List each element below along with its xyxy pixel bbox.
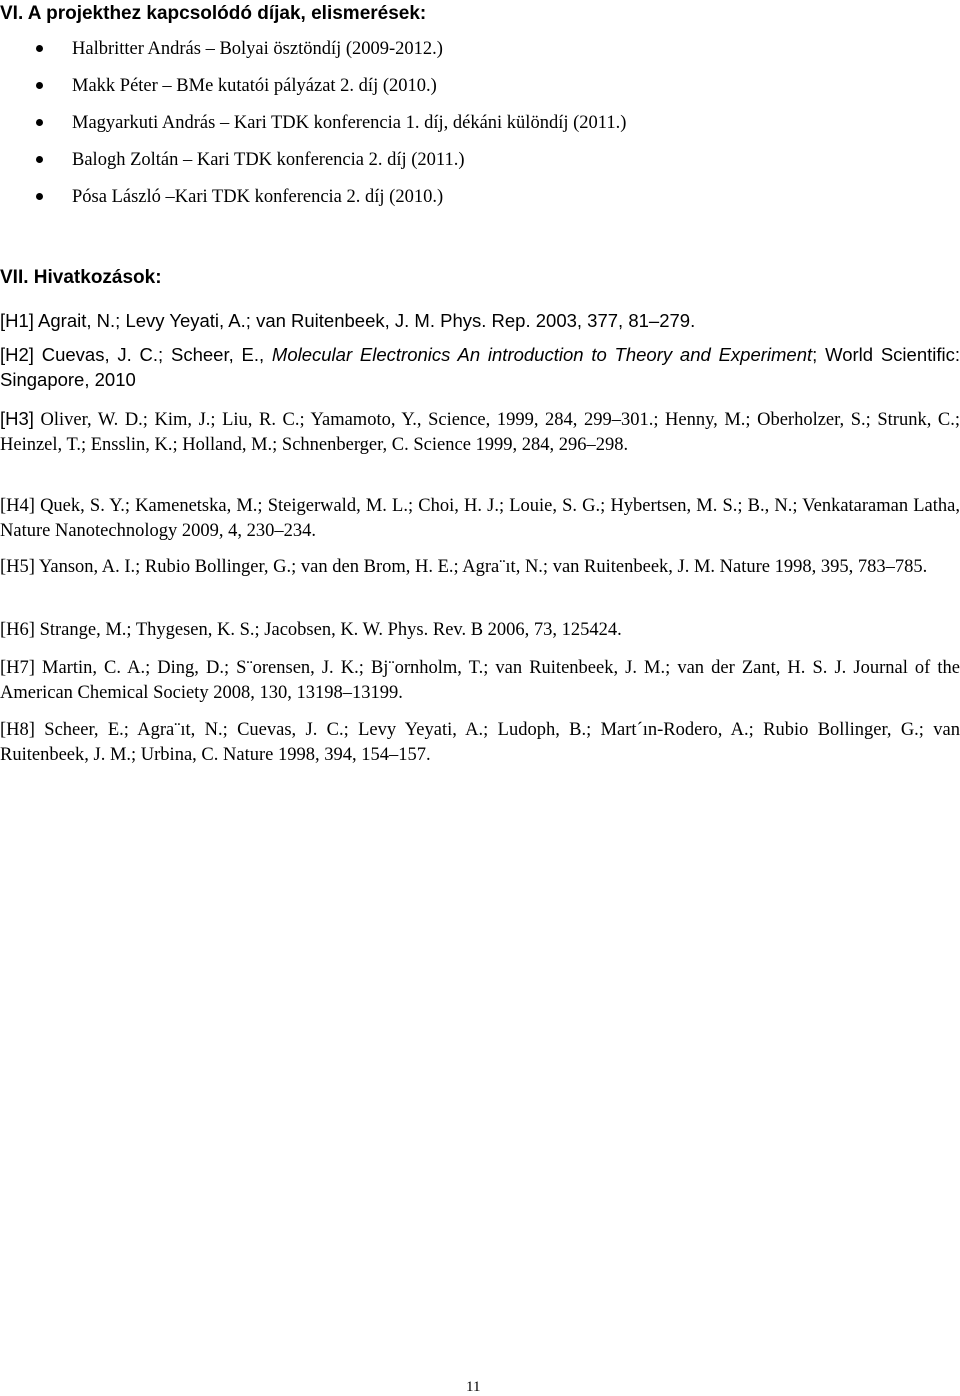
award-text: Magyarkuti András – Kari TDK konferencia 1. díj, dékáni különdíj (2011.) — [72, 113, 627, 133]
reference-text: Strange, M.; Thygesen, K. S.; Jacobsen, K. W. Phys. Rev. B 2006, 73, 125424. — [34, 620, 622, 640]
reference-item — [0, 342, 960, 392]
reference-text: Cuevas, J. C.; Scheer, E., — [33, 344, 272, 365]
reference-id: [H2] — [0, 344, 34, 365]
reference-text: Yanson, A. I.; Rubio Bollinger, G.; van den Brom, H. E.; Agra¨ıt, N.; van Ruitenbeek, J. M. Nature 1998, 395, 783–785. — [34, 557, 928, 577]
list-item — [0, 186, 626, 223]
reference-item — [0, 494, 960, 544]
awards-list — [0, 38, 626, 223]
reference-id: [H4] — [0, 496, 35, 516]
reference-id: [H6] — [0, 620, 35, 640]
award-text: Balogh Zoltán – Kari TDK konferencia 2. díj (2011.) — [72, 150, 465, 170]
reference-item — [0, 618, 960, 643]
award-text: Halbritter András – Bolyai ösztöndíj (2009-2012.) — [72, 39, 443, 59]
list-item — [0, 75, 626, 112]
reference-text: Quek, S. Y.; Kamenetska, M.; Steigerwald, M. L.; Choi, H. J.; Louie, S. G.; Hybertsen, M. S.; B., N.; Venkataraman Latha, Nature Nanotechnology 2009, 4, 230–234. — [0, 496, 960, 541]
reference-item — [0, 555, 960, 580]
list-item — [0, 112, 626, 149]
reference-id: [H8] — [0, 720, 35, 740]
bullet-icon — [36, 119, 43, 126]
bullet-icon — [36, 45, 43, 52]
reference-item — [0, 308, 960, 335]
bullet-icon — [36, 156, 43, 163]
reference-text: Scheer, E.; Agra¨ıt, N.; Cuevas, J. C.; Levy Yeyati, A.; Ludoph, B.; Mart´ın-Rodero, A.; Rubio Bollinger, G.; van Ruitenbeek, J. M.; Urbina, C. Nature 1998, 394, 154–157. — [0, 720, 960, 765]
reference-id: [H7] — [0, 658, 35, 678]
page-number: 11 — [466, 1379, 481, 1395]
section-heading-awards: VI. A projekthez kapcsolódó díjak, elismerések: — [0, 3, 427, 24]
reference-book-title: Molecular Electronics An introduction to Theory and Experiment — [271, 344, 813, 365]
reference-text: Martin, C. A.; Ding, D.; S¨orensen, J. K.; Bj¨ornholm, T.; van Ruitenbeek, J. M.; van der Zant, H. S. J. Journal of the American Chemical Society 2008, 130, 13198–13199. — [0, 658, 960, 703]
reference-id: [H1] — [0, 310, 34, 331]
reference-item — [0, 406, 960, 458]
reference-text: ; World Scientific: Singapore, 2010 — [0, 344, 960, 390]
reference-item — [0, 718, 960, 768]
reference-item — [0, 656, 960, 706]
reference-text: Agrait, N.; Levy Yeyati, A.; van Ruitenbeek, J. M. Phys. Rep. 2003, 377, 81–279. — [33, 310, 696, 331]
section-heading-references: VII. Hivatkozások: — [0, 267, 162, 288]
award-text: Makk Péter – BMe kutatói pályázat 2. díj (2010.) — [72, 76, 437, 96]
list-item — [0, 38, 626, 75]
bullet-icon — [36, 193, 43, 200]
list-item — [0, 149, 626, 186]
reference-text: Oliver, W. D.; Kim, J.; Liu, R. C.; Yamamoto, Y., Science, 1999, 284, 299–301.; Henny, M.; Oberholzer, S.; Strunk, C.; Heinzel, T.; Ensslin, K.; Holland, M.; Schnenberger, C. Science 1999, 284, 296–298. — [0, 410, 960, 455]
reference-id: [H5] — [0, 557, 35, 577]
reference-id: [H3] — [0, 408, 34, 429]
bullet-icon — [36, 82, 43, 89]
award-text: Pósa László –Kari TDK konferencia 2. díj (2010.) — [72, 187, 444, 207]
